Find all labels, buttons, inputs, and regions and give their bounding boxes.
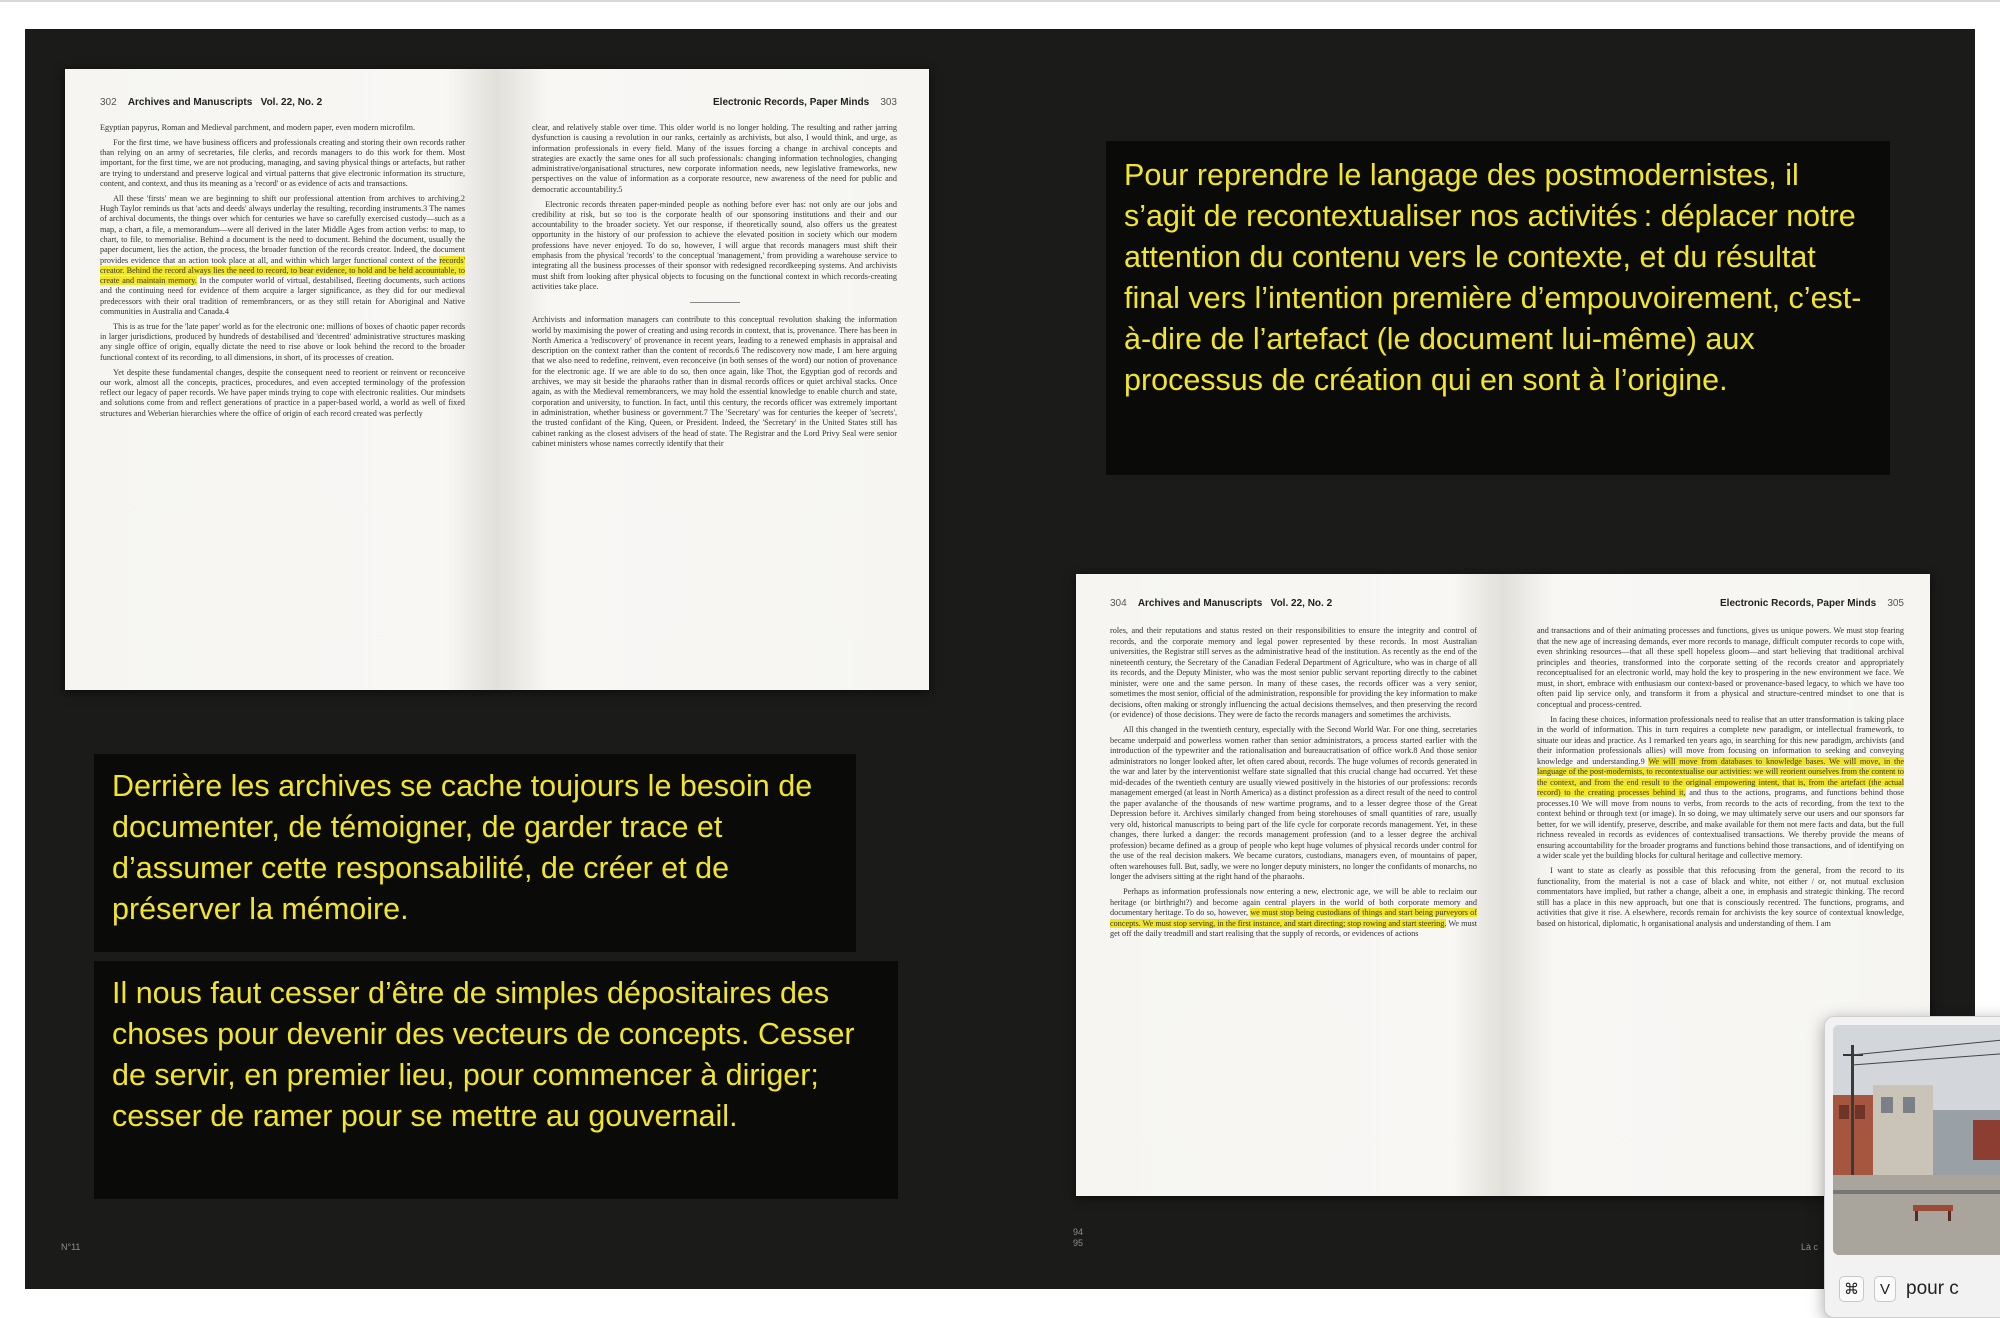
v-key: V <box>1874 1276 1896 1302</box>
paragraph: All this changed in the twentieth century, especially with the Second World War. For one thing, secretaries became underpaid and powerless women rather than senior administrators, a process started earlier with the introduction of the typewriter and the rationalisation and bureaucratisation of office work.8 And those senior administrators no longer looked after, let often cared about, records. The huge volumes of records generated in the war and later by the interventionist welfare state signalled that this crucial change had occurred. Yet these mid-decades of the twentieth century are usually viewed positively in the histories of our professions: records management emerged (at least in North America) as a distinct profession as a direct result of the need to control the paper avalanche of the thousands of new wartime programs, and to a lesser degree those of the Great Depression before it. Archives similarly changed from being storehouses of small quantities of rare, usually very old, historical manuscripts to being part of the life cycle for corporate records management. Yet, in these changes, there lurked a danger: the records management profession (and to a lesser degree the archival profession) became defined as a group of people who kept huge volumes of physical records under control for the use of the real decision makers. We became curators, custodians, managers even, of mountains of paper, often warehouses full. But, sadly, we were no longer deputy ministers, no longer the confidants of monarchs, no longer the advisers sitting at the right hand of the pharaohs. <box>1110 725 1477 881</box>
quote-recontextualiser: Pour reprendre le langage des postmodernistes, il s’agit de recontextualiser nos activités : déplacer notre attention du contenu vers le contexte, et du résultat final vers l’intention première d’empouvoirement, c’est-à-dire de l’artefact (le document lui-même) aux processus de création qui en sont à l’origine. <box>1106 141 1890 475</box>
paragraph: Perhaps as information professionals now entering a new, electronic age, we will be able to reclaim our heritage (or birthright?) and become again central players in the world of both corporate memory and documentary heritage. To do so, however, we must stop being custodians of things and start being purveyors of concepts. We must stop serving, in the first instance, and start directing; stop rowing and start steering. We must get off the daily treadmill and start realising that the supply of records, or evidences of actions <box>1110 887 1478 938</box>
paragraph: Electronic records threaten paper-minded people as nothing before ever has: not only are our jobs and credibility at risk, but so too is the corporate health of our sponsoring institutions and their and our accountability to the broader society. Yet our response, if theoretically sound, also offers us the greatest opportunity in the history of our profession to achieve the elevated position in society which our modern professions have never enjoyed. To do so, however, I will argue that records managers must shift their emphasis from the physical 'records' to the conceptual 'management,' from providing a warehouse service to integrating all the business processes of their sponsor with redesigned recordkeeping systems. And archivists must shift from looking after physical objects to focusing on the functional context in which records-creating activities take place. <box>532 199 897 291</box>
page-body <box>532 123 897 449</box>
running-header <box>100 97 465 108</box>
issue-number: N°11 <box>61 1242 81 1252</box>
quote-cesser-depositaires: Il nous faut cesser d’être de simples dépositaires des choses pour devenir des vecteurs de concepts. Cesser de servir, en premier lieu, pour commencer à diriger; cesser de ramer pour se mettre au gouvernail. <box>94 961 898 1199</box>
running-header <box>532 97 897 108</box>
paragraph: In facing these choices, information professionals need to realise that an utter transformation is taking place in the world of information. This in turn requires a complete new paradigm, or intellectual framework, to situate our ideas and practice. As I remarked ten years ago, in searching for this new paradigm, archivists (and their information professionals allies) will move from focusing on information to seeking and conveying knowledge and understanding.9 We will move from databases to knowledge bases. We will move, in the language of the post-modernists, to recontextualise our activities: we will reorient ourselves from the content to the context, and from the end result to the original empowering intent, that is, from the artefact (the actual record) to the creating processes behind it, and thus to the actions, programs, and functions behind those processes.10 We will move from nouns to verbs, from records to the acts of recording, from the text to the context behind or through text (or image). In so doing, we may ultimately serve our users and our sponsors far better, for we will identify, preserve, describe, and make available for them not mere facts and data, but the full richness revealed in records as evidences of contextualised transactions. We thereby provide the means of ensuring accountability for the broader programs and functions behind those transactions, and of identifying on a wider scale yet the building blocks for cultural heritage and collective memory. <box>1537 714 1904 860</box>
page-body <box>1110 626 1477 940</box>
page-body <box>100 123 465 419</box>
command-key-icon: ⌘ <box>1839 1276 1864 1302</box>
paragraph: Archivists and information managers can contribute to this conceptual revolution shaking the information world by maximising the power of creating and using records in context, that is, provenance. There has been in North America a 'rediscovery' of provenance in recent years, leading to a renewed emphasis in appraisal and description on the context rather than the content of records.6 The rediscovery now made, I am here arguing that we also need to redefine, reinvent, even reconceive (in both senses of the word) our notion of provenance for the electronic age. If we are able to do so, then once again, like Thot, the Egyptian god of records and archives, we may sit beside the pharaohs rather than in dismal records offices or quiet archival stacks. Once again, as with the Medieval remembrancers, we may hold the essential knowledge to enable church and state, corporation and university, to function. In fact, until this century, the records officer was extremely important in administration, whether business or government.7 The 'Secretary' was for centuries the keeper of 'secrets', the trusted confidant of the King, Queen, or President. Indeed, the 'Secretary' in the United States still has cabinet ranking as the closest advisers of the head of state. The Registrar and the Lord Privy Seal were senior cabinet ministers whose names correctly identify that their <box>532 315 897 448</box>
screenshot-preview[interactable] <box>1824 1016 2000 1318</box>
paragraph: roles, and their reputations and status rested on their responsibilities to ensure the integrity and control of records, and the corporate memory and legal power represented by these records. In most Australian universities, the Registrar still serves as the administrative head of the institution. As recently as the end of the nineteenth century, the Secretary of the Canadian Federal Department of Agriculture, who was in charge of all its records, and the Deputy Minister, who was the most senior public servant reporting directly to the cabinet minister, were one and the same person. In many of these cases, the records officer was a very senior, sometimes the most senior, official of the administration, responsible for providing the key information to make decisions, often making or strongly influencing the actual decisions themselves, and then preserving the record (or evidence) of those decisions. They were de facto the records managers and sometimes the archivists. <box>1110 626 1477 719</box>
running-title: Archives and Manuscripts <box>127 97 253 108</box>
running-title: Archives and Manuscripts <box>1137 598 1263 609</box>
book1-left-page <box>65 69 497 690</box>
page-number: 304 <box>1110 598 1127 609</box>
paragraph: This is as true for the 'late paper' world as for the electronic one: millions of boxes of chaotic paper records in larger jurisdictions, produced by hundreds of destabilised and 'decentred' administrative structures masking any single office of origin, equally dictate the need to rise above or look behind the record to the broader functional context of its recording, to all dimensions, in short, of its processes of creation. <box>100 321 465 362</box>
book2-left-page <box>1076 574 1503 1196</box>
highlighted-passage: records' creator. Behind the record always lies the need to record, to bear evidence, to hold and be held accountable, to create and maintain memory. <box>100 255 465 286</box>
highlighted-passage: we must stop being custodians of things and start being purveyors of concepts. We must stop serving, in the first instance, and start directing; stop rowing and start steering. <box>1110 908 1477 928</box>
volume-label: Vol. 22, No. 2 <box>260 97 323 108</box>
paragraph: Egyptian papyrus, Roman and Medieval parchment, and modern paper, even modern microfilm. <box>100 123 416 132</box>
running-header <box>1537 598 1904 609</box>
paste-hint-text: pour c <box>1906 1278 1959 1299</box>
page-body <box>1537 626 1904 929</box>
page-number: 305 <box>1887 598 1904 609</box>
page-number: 303 <box>880 97 897 108</box>
paragraph: I want to state as clearly as possible that this refocusing from the general, from the record to its functionality, from the material is not a case of black and white, not either / or, not mutual exclusion commentators have implied, but rather a change, albeit a one, in emphasis and strategic thinking. The record still has a place in this new approach, but one that is consciously recentred. The functions, programs, and activities that give it rise. A elsewhere, records remain for archivists the key source of contextual knowledge, based on historical, diplomatic, h organisational analysis and understanding of them. I am <box>1537 866 1904 928</box>
magazine-spread <box>25 29 1975 1289</box>
paragraph: All these 'firsts' mean we are beginning to shift our professional attention from archives to archiving.2 Hugh Taylor reminds us that 'acts and deeds' always underlay the resulting, recording instruments.3 The names of archival documents, the things over which for centuries we have so carefully exercised custody—such as a map, a chart, a file, a memorandum—were all derived in the later Middle Ages from action verbs: to map, to chart, to file, to memorialise. Behind a document is the need to document. Behind the document, usually the paper document, lies the action, the process, the broader function of the records creator. Indeed, the document provides evidence that an action took place at all, and within which larger functional context of the records' creator. Behind the record always lies the need to record, to bear evidence, to hold and be held accountable, to create and maintain memory. In the computer world of virtual, destabilised, fleeting documents, such actions and the continuing need for evidence of them acquire a larger significance, as they did for our medieval predecessors with their oral tradition of remembrancers, or as they still retain for Aboriginal and Native communities in Australia and Canada.4 <box>100 193 465 317</box>
running-header <box>1110 598 1477 609</box>
window-top-edge <box>0 0 2000 2</box>
folio-right: Là c <box>1801 1242 1819 1252</box>
paragraph: For the first time, we have business officers and professionals creating and storing their own records rather than relying on an army of secretaries, file clerks, and records managers to do this work for them. Most important, for the first time, we are not producing, managing, and saving physical things or artefacts, but rather are trying to understand and preserve logical and virtual patterns that give electronic information its structure, content, and context, and thus its meaning as a 'record' or as evidence of acts and transactions. <box>100 137 465 188</box>
book-photo-2 <box>1076 574 1930 1196</box>
street-photo-icon[interactable] <box>1833 1025 2000 1255</box>
book-photo-1 <box>65 69 929 690</box>
volume-label: Vol. 22, No. 2 <box>1270 598 1333 609</box>
paste-shortcut-hint <box>1825 1269 1959 1309</box>
page-number-right: 95 <box>1073 1238 1084 1248</box>
section-divider <box>690 302 740 303</box>
paragraph: Yet despite these fundamental changes, despite the consequent need to reorient or reinvent or reconceive our work, almost all the concepts, practices, procedures, and even accepted terminology of the profession reflect our legacy of paper records. We have paper minds trying to cope with electronic realities. Our mindsets and solutions come from and reflect generations of practice in a paper-based world, a world as well of fixed structures and Weberian hierarchies where the office of origin of each record created was perfectly <box>100 367 465 418</box>
highlighted-passage: We will move from databases to knowledge bases. We will move, in the language of the post-modernists, to recontextualise our activities: we will reorient ourselves from the content to the context, and from the end result to the original empowering intent, that is, from the artefact (the actual record) to the creating processes behind it, <box>1537 756 1904 797</box>
book1-right-page <box>497 69 929 690</box>
page-number-left: 94 <box>1073 1227 1084 1237</box>
quote-archives-besoin: Derrière les archives se cache toujours le besoin de documenter, de témoigner, de garder trace et d’assumer cette responsabilité, de créer et de préserver la mémoire. <box>94 754 856 952</box>
spread-page-numbers <box>1073 1227 1083 1249</box>
paragraph: and transactions and of their animating processes and functions, gives us unique powers. We must stop fearing that the new age of increasing demands, ever more records to manage, difficult computer records to cope with, even shrinking resources—that all these spell hopeless gloom—and start believing that traditional archival principles and theories, transformed into the corporate setting of the records creator and appropriately reconceptualised for an electronic world, may hold the key to prospering in the new environment we face. We must, in short, embrace with enthusiasm our context-based or provenance-based legacy, to which we have too often paid lip service only, and transform it from a physical and structure-centred mindset to one that is conceptual and process-centred. <box>1537 626 1904 709</box>
running-title: Electronic Records, Paper Minds <box>1720 598 1877 609</box>
running-title: Electronic Records, Paper Minds <box>713 97 870 108</box>
page-number: 302 <box>100 97 117 108</box>
paragraph: clear, and relatively stable over time. This older world is no longer holding. The resulting and rather jarring dysfunction is causing a revolution in our ranks, certainly as archivists, but also, I would think, and urge, as information professionals in every field. Many of the issues forcing a change in archival concepts and strategies are exactly the same ones for all such professionals: changing information technologies, changing administrative/organisational structures, new corporate information needs, new legislative frameworks, new perspectives on the value of information as a corporate resource, new awareness of the need for public and democratic accountability.5 <box>532 123 897 194</box>
